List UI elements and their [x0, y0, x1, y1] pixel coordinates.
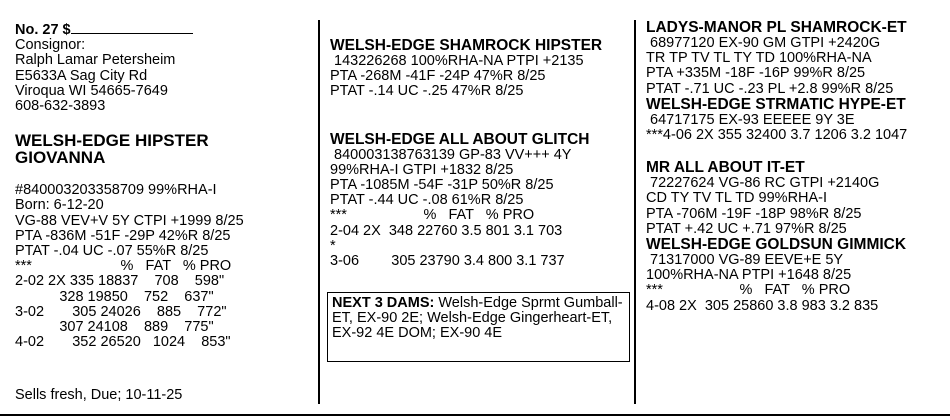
second-sire-ptat: PTAT +.42 UC +.71 97%R 8/25: [646, 220, 847, 237]
dam-ptat: PTAT -.44 UC -.08 61%R 8/25: [330, 192, 524, 209]
animal-pta: PTA -836M -51F -29P 42%R 8/25: [15, 227, 231, 244]
column-divider-1: [318, 20, 320, 404]
lot-number: No. 27 $: [15, 20, 310, 38]
dam-gtpi: 99%RHA-I GTPI +1832 8/25: [330, 161, 514, 178]
sire-name: WELSH-EDGE SHAMROCK HIPSTER: [330, 37, 603, 54]
mggs-id-line: 64717175 EX-93 EEEEE 9Y 3E: [646, 111, 855, 128]
mgs-ptat: PTAT -.71 UC -.23 PL +2.8 99%R 8/25: [646, 80, 894, 97]
dam-pta: PTA -1085M -54F -31P 50%R 8/25: [330, 177, 554, 194]
consignor-address-2: Viroqua WI 54665-7649: [15, 82, 168, 99]
record-row: 307 24108 889 775": [15, 319, 214, 336]
animal-id: #840003203358709 99%RHA-I: [15, 182, 217, 199]
animal-name-line-2: GIOVANNA: [15, 148, 106, 168]
record-row: 2-02 2X 335 18837 708 598": [15, 273, 225, 290]
dam-id-line: 840003138763139 GP-83 VV+++ 4Y: [330, 146, 572, 163]
column-pedigree: [646, 20, 946, 314]
sale-note: Sells fresh, Due; 10-11-25: [15, 387, 183, 403]
record-row: 328 19850 752 637": [15, 288, 214, 305]
mggs-name: WELSH-EDGE STRMATIC HYPE-ET: [646, 95, 906, 113]
column-animal: [15, 20, 310, 350]
record-row: 4-02 352 26520 1024 853": [15, 334, 231, 351]
record-row: 3-02 305 24026 885 772": [15, 303, 227, 320]
animal-born: Born: 6-12-20: [15, 197, 104, 214]
sire-ptat: PTAT -.14 UC -.25 47%R 8/25: [330, 83, 524, 100]
consignor-name: Ralph Lamar Petersheim: [15, 52, 176, 69]
dam-record-star: *: [330, 237, 336, 254]
dam-record-row: 3-06 305 23790 3.4 800 3.1 737: [330, 253, 565, 270]
sire-id-line: 143226268 100%RHA-NA PTPI +2135: [330, 53, 584, 69]
consignor-label: Consignor:: [15, 37, 86, 54]
sire-pta: PTA -268M -41F -24P 47%R 8/25: [330, 68, 546, 85]
mgs-pta: PTA +335M -18F -16P 99%R 8/25: [646, 65, 866, 82]
dam-records-header: *** % FAT % PRO: [330, 207, 535, 224]
bottom-rule: [0, 414, 950, 416]
column-sire-dam: [330, 38, 630, 269]
second-dam-name: WELSH-EDGE GOLDSUN GIMMICK: [646, 236, 907, 254]
mgs-id-line: 68977120 EX-90 GM GTPI +2420G: [646, 35, 881, 51]
second-sire-pta: PTA -706M -19F -18P 98%R 8/25: [646, 205, 862, 222]
second-dam-records-header: *** % FAT % PRO: [646, 282, 851, 299]
second-dam-ptpi: 100%RHA-NA PTPI +1648 8/25: [646, 267, 852, 284]
records-header: *** % FAT % PRO: [15, 258, 232, 275]
second-dam-record-row: 4-08 2X 305 25860 3.8 983 3.2 835: [646, 297, 879, 314]
animal-ptat: PTAT -.04 UC -.07 55%R 8/25: [15, 243, 209, 260]
mgs-traits: TR TP TV TL TY TD 100%RHA-NA: [646, 50, 872, 67]
consignor-phone: 608-632-3893: [15, 98, 106, 115]
second-sire-id-line: 72227624 VG-86 RC GTPI +2140G: [646, 175, 880, 192]
animal-name-line-1: WELSH-EDGE HIPSTER: [15, 131, 209, 151]
mgs-name: LADYS-MANOR PL SHAMROCK-ET: [646, 19, 907, 36]
price-blank: [71, 20, 193, 34]
next-dams-label: NEXT 3 DAMS:: [332, 295, 435, 311]
next-dams-text: [332, 296, 625, 342]
dam-record-row: 2-04 2X 348 22760 3.5 801 3.1 703: [330, 222, 563, 239]
mggs-record: ***4-06 2X 355 32400 3.7 1206 3.2 1047: [646, 127, 908, 144]
second-sire-name: MR ALL ABOUT IT-ET: [646, 159, 805, 177]
next-dams-box: [327, 292, 630, 362]
animal-classification: VG-88 VEV+V 5Y CTPI +1999 8/25: [15, 212, 244, 229]
dam-name: WELSH-EDGE ALL ABOUT GLITCH: [330, 130, 590, 148]
second-dam-id-line: 71317000 VG-89 EEVE+E 5Y: [646, 252, 844, 269]
second-sire-traits: CD TY TV TL TD 99%RHA-I: [646, 190, 828, 207]
next-dams-detail: Welsh-Edge Sprmt Gumball-ET, EX-90 2E; Welsh-Edge Gingerheart-ET, EX-92 4E DOM; EX-90 4E: [332, 295, 623, 342]
column-divider-2: [634, 20, 636, 404]
consignor-address-1: E5633A Sag City Rd: [15, 67, 148, 84]
